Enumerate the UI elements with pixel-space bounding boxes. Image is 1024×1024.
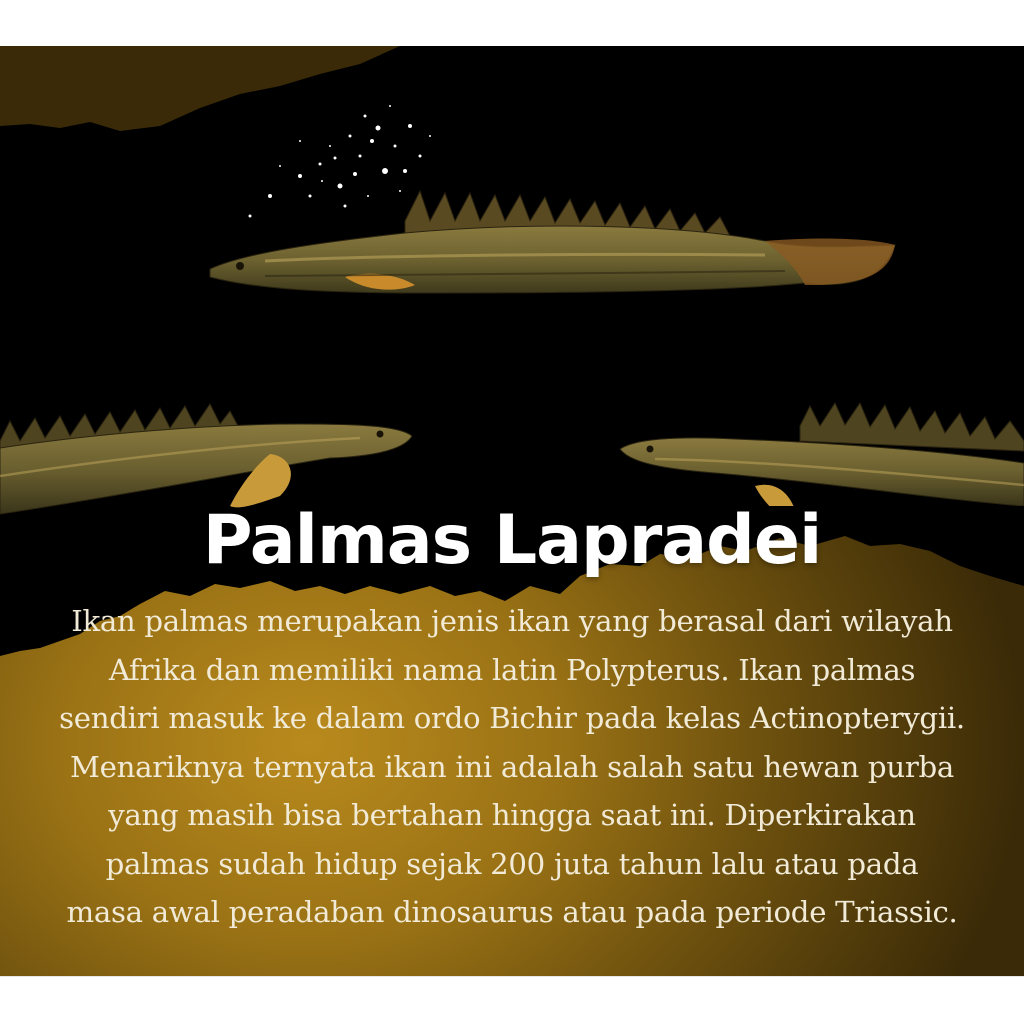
page-title: Palmas Lapradei [202, 501, 822, 580]
paragraph-line: Afrika dan memiliki nama latin Polypterus. Ikan palmas [108, 652, 916, 687]
description-paragraph [8, 597, 1016, 937]
paragraph-line: sendiri masuk ke dalam ordo Bichir pada kelas Actinopterygii. [59, 701, 965, 735]
poster [0, 46, 1024, 976]
paragraph-line: masa awal peradaban dinosaurus atau pada periode Triassic. [66, 895, 958, 929]
paragraph-line: Ikan palmas merupakan jenis ikan yang berasal dari wilayah [71, 604, 953, 638]
paragraph-line: palmas sudah hidup sejak 200 juta tahun lalu atau pada [105, 846, 919, 881]
divider [0, 976, 1024, 977]
paragraph-line: yang masih bisa bertahan hingga saat ini. Diperkirakan [108, 798, 916, 832]
fish-right [615, 381, 1024, 506]
paragraph-line: Menariknya ternyata ikan ini adalah salah satu hewan purba [70, 749, 954, 784]
fish-top [205, 181, 900, 306]
